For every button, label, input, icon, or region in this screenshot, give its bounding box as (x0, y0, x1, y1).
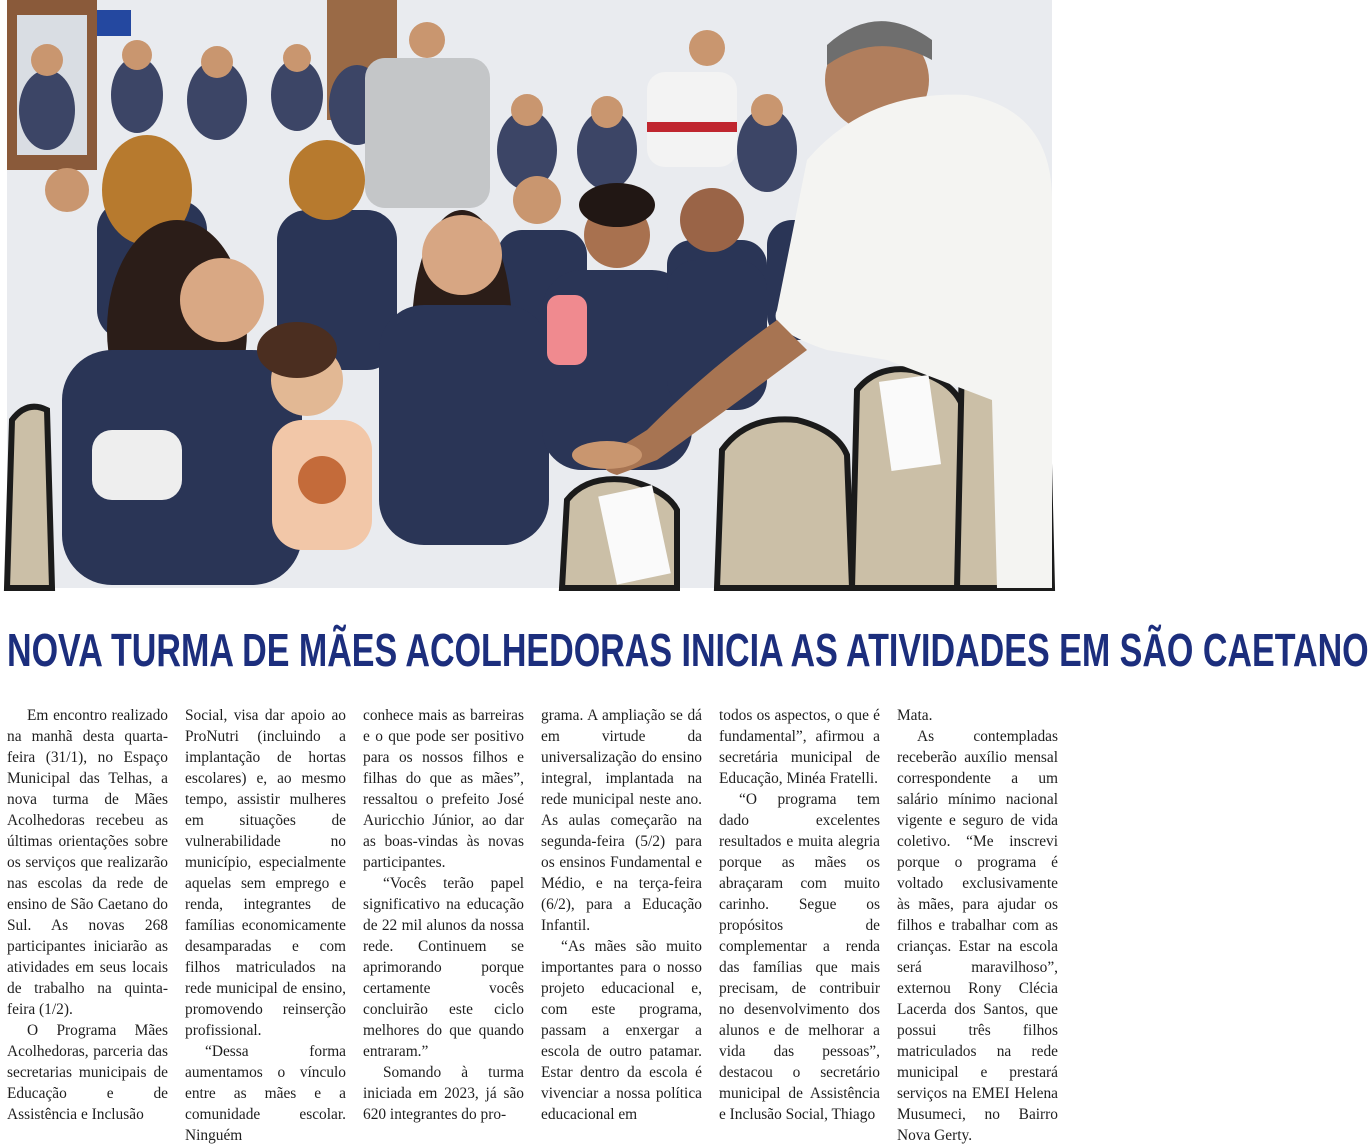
article-body (7, 705, 1058, 1144)
paragraph: Em encontro realizado na manhã desta quarta-feira (31/1), no Espaço Municipal das Telhas, a nova turma de Mães Acolhedoras recebeu as últimas orientações sobre os serviços que realizarão nas escolas da rede de ensino de São Caetano do Sul. As novas 268 participantes iniciarão as atividades em seus locais de trabalho na quinta-feira (1/2). (7, 707, 168, 1018)
paragraph: Somando à turma iniciada em 2023, já são 620 integrantes do pro- (363, 1064, 524, 1123)
paragraph: grama. A ampliação se dá em virtude da universalização do ensino integral, implantada na rede municipal neste ano. As aulas começarão na segunda-feira (5/2) para os ensinos Fundamental e Médio, e na terça-feira (6/2), para a Educação Infantil. (541, 707, 702, 934)
paragraph: “Vocês terão papel significativo na educação de 22 mil alunos da nossa rede. Continuem se aprimorando porque certamente vocês concluirão este ciclo melhores do que quando entraram.” (363, 875, 524, 1060)
paragraph: Mata. (897, 707, 933, 724)
article-column-5 (719, 705, 880, 1146)
article-column-3 (363, 705, 524, 1146)
paragraph: “Dessa forma aumentamos o vínculo entre as mães e a comunidade escolar. Ninguém (185, 1043, 346, 1144)
paragraph: As contempladas receberão auxílio mensal correspondente a um salário mínimo nacional vigente e seguro de vida coletivo. “Me inscrevi porque o programa é voltado exclusivamente às mães, para ajudar os filhos e trabalhar com as crianças. Estar na escola será maravilhoso”, externou Rony Clécia Lacerda dos Santos, que possui três filhos matriculados na rede municipal e prestará serviços na EMEI Helena Musumeci, no Bairro Nova Gerty. (897, 728, 1058, 1144)
article-photo (7, 0, 1052, 588)
article-column-1 (7, 705, 168, 1146)
paragraph: conhece mais as barreiras e o que pode ser positivo para os nossos filhos e filhas do que as mães”, ressaltou o prefeito José Auricchio Júnior, ao dar as boas-vindas às novas participantes. (363, 707, 524, 871)
paragraph: “As mães são muito importantes para o nosso projeto educacional e, com este programa, passam a enxergar a escola de outro patamar. Estar dentro da escola é vivenciar a nossa política educacional em (541, 938, 702, 1123)
headline: NOVA TURMA DE MÃES ACOLHEDORAS INICIA AS ATIVIDADES EM SÃO CAETANO (7, 624, 1369, 676)
paragraph: Social, visa dar apoio ao ProNutri (incluindo a implantação de hortas escolares) e, ao mesmo tempo, assistir mulheres em situações de vulnerabilidade no município, especialmente aquelas sem emprego e renda, integrantes de famílias economicamente desamparadas e com filhos matriculados na rede municipal de ensino, promovendo reinserção profissional. (185, 707, 346, 1039)
paragraph: O Programa Mães Acolhedoras, parceria das secretarias municipais de Educação e de Assistência e Inclusão (7, 1022, 168, 1123)
photo-icon (7, 0, 1052, 588)
paragraph: “O programa tem dado excelentes resultados e muita alegria porque as mães os abraçaram com muito carinho. Segue os propósitos de complementar a renda das famílias que mais precisam, de contribuir no desenvolvimento dos alunos e de melhorar a vida das pessoas”, destacou o secretário municipal de Assistência e Inclusão Social, Thiago (719, 791, 880, 1123)
article-column-2 (185, 705, 346, 1146)
article-column-4 (541, 705, 702, 1146)
article-column-6 (897, 705, 1058, 1146)
paragraph: todos os aspectos, o que é fundamental”, afirmou a secretária municipal de Educação, Minéa Fratelli. (719, 707, 880, 787)
